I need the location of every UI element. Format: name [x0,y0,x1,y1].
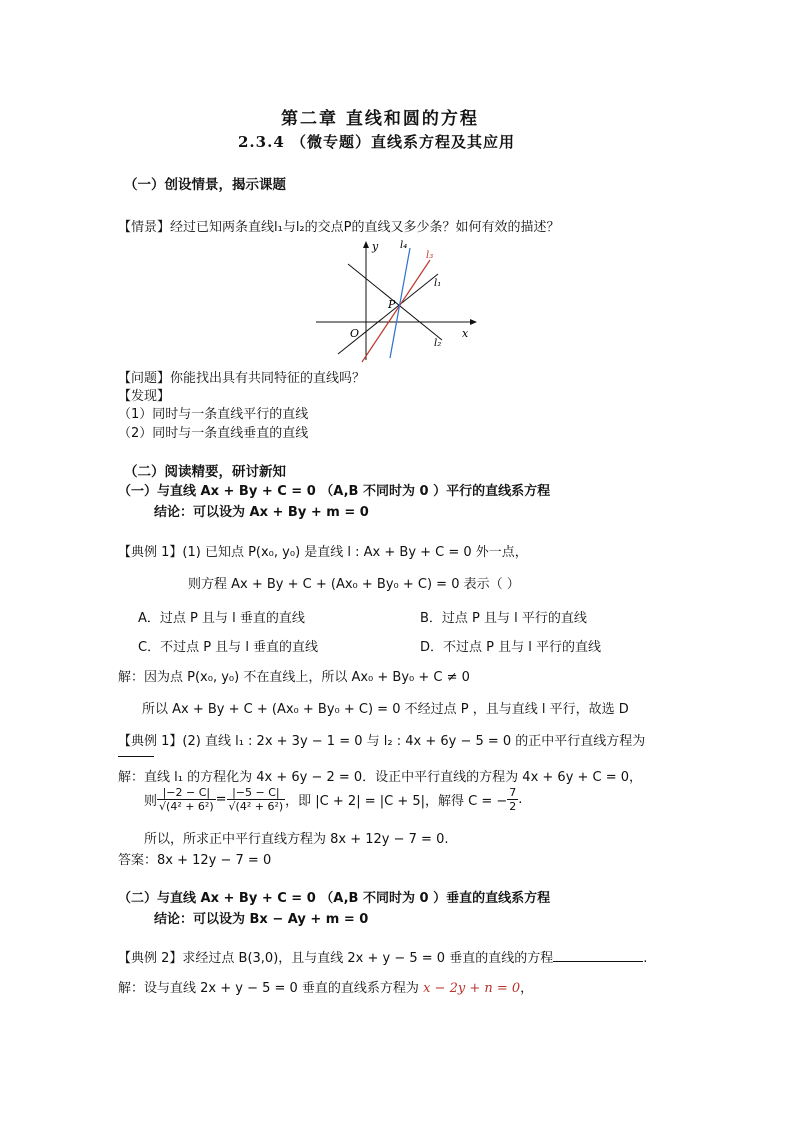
discover-label: 【发现】 [118,389,171,404]
solution2-end: . [518,792,523,807]
example1b-stem: 【典例 1】(2) 直线 l₁ : 2x + 3y − 1 = 0 与 l₂ : 4x + 6y − 5 = 0 的正中平行直线方程为 [118,734,646,749]
example1-option-d: D．不过点 P 且与 l 平行的直线 [420,640,601,655]
answer-blank-2 [553,949,643,962]
example2-solution [118,977,533,996]
example1b-solution-2 [144,786,522,813]
label-l4: l₄ [400,240,408,251]
example1b-answer: 答案：8x + 12y − 7 = 0 [118,853,272,868]
section-heading-intro: （一）创设情景，揭示课题 [124,177,286,193]
answer-blank-1 [118,756,154,757]
parallel-conclusion: 结论：可以设为 Ax + By + m = 0 [154,505,369,520]
example1-solution-2: 所以 Ax + By + C + (Ax₀ + By₀ + C) = 0 不经过点 P ，且与直线 l 平行，故选 D [142,702,629,717]
label-origin: O [350,327,360,340]
x-axis-arrow [470,319,477,325]
example2-stem-end: . [643,951,648,966]
equals-sign: = [215,792,227,807]
perpendicular-conclusion: 结论：可以设为 Bx − Ay + m = 0 [154,912,369,927]
chapter-title: 第二章 直线和圆的方程 [281,109,479,129]
solution2-prefix: 则 [144,794,158,809]
subsection-perpendicular-title: （二）与直线 Ax + By + C = 0 （A,B 不同时为 0 ）垂直的直线系方程 [118,891,551,906]
example1-option-b: B．过点 P 且与 l 平行的直线 [420,611,587,626]
line-l3 [362,260,430,362]
fraction-3-denominator: 2 [509,800,517,813]
discover-item-1: （1）同时与一条直线平行的直线 [118,407,309,422]
example1b-solution-3: 所以，所求正中平行直线方程为 8x + 12y − 7 = 0. [144,832,449,847]
fraction-3-numerator: 7 [509,786,517,799]
example1-stem-2: 则方程 Ax + By + C + (Ax₀ + By₀ + C) = 0 表示（ ） [188,577,520,592]
example1-option-a: A．过点 P 且与 l 垂直的直线 [138,611,305,626]
label-x: x [462,327,469,340]
fraction-1-denominator: √(4² + 6²) [159,800,214,813]
label-l3: l₃ [426,250,434,261]
label-l2: l₂ [434,338,442,349]
label-p: P [388,298,396,311]
fraction-1 [157,786,216,813]
example2-solution-end: ， [520,981,534,996]
example2-solution-equation: x − 2y + n = 0 [423,981,521,996]
fraction-2 [227,786,286,813]
subsection-parallel-title: （一）与直线 Ax + By + C = 0 （A,B 不同时为 0 ）平行的直线系方程 [118,484,551,499]
lines-figure [310,236,480,364]
fraction-1-numerator: |−2 − C| [157,786,216,800]
example1-solution-1: 解：因为点 P(x₀, y₀) 不在直线上，所以 Ax₀ + By₀ + C ≠ 0 [118,670,470,685]
fraction-3 [507,786,518,813]
example1-stem: 【典例 1】(1) 已知点 P(x₀, y₀) 是直线 l : Ax + By + C = 0 外一点， [118,545,528,560]
scenario-text: 【情景】经过已知两条直线l₁与l₂的交点P的直线又多少条？如何有效的描述？ [118,220,560,235]
fraction-2-denominator: √(4² + 6²) [228,800,284,813]
fraction-2-numerator: |−5 − C| [227,786,286,800]
y-axis-arrow [363,241,369,248]
example2-stem [118,947,647,966]
question-text: 【问题】你能找出具有共同特征的直线吗？ [118,371,366,386]
section-heading-reading: （二）阅读精要，研讨新知 [124,464,286,480]
label-y: y [372,240,379,253]
example1b-solution-1: 解：直线 l₁ 的方程化为 4x + 6y − 2 = 0．设正中平行直线的方程为 4x + 6y + C = 0， [118,770,643,785]
example2-stem-text: 【典例 2】求经过点 B(3,0)，且与直线 2x + y − 5 = 0 垂直的直线的方程 [118,951,554,966]
discover-item-2: （2）同时与一条直线垂直的直线 [118,426,309,441]
lesson-title: 2.3.4 （微专题）直线系方程及其应用 [238,133,515,151]
label-l1: l₁ [434,278,442,289]
line-l1 [338,274,438,354]
example1-option-c: C．不过点 P 且与 l 垂直的直线 [138,640,319,655]
example2-solution-prefix: 解：设与直线 2x + y − 5 = 0 垂直的直线系方程为 [118,981,419,996]
solution2-suffix: ，即 |C + 2| = |C + 5|，解得 C = − [285,794,508,809]
